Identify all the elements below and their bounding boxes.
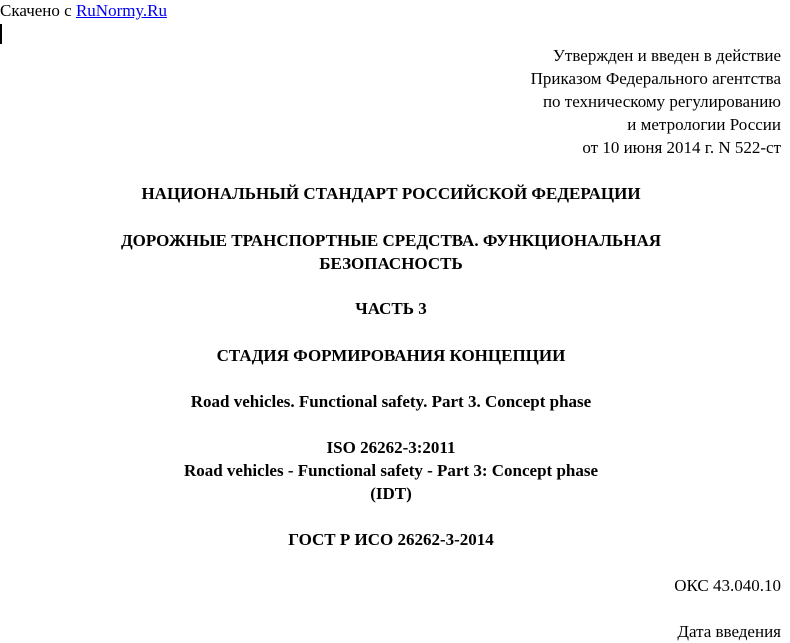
part-text: ЧАСТЬ 3	[355, 299, 427, 318]
approval-block	[531, 44, 781, 159]
text-cursor	[0, 24, 2, 44]
approval-line: по техническому регулированию	[542, 92, 781, 111]
approval-line: Утвержден и введен в действие	[552, 46, 781, 65]
approval-line: и метрологии России	[627, 115, 781, 134]
iso-title: Road vehicles - Functional safety - Part 3: Concept phase	[183, 461, 599, 480]
gost-text: ГОСТ Р ИСО 26262-3-2014	[288, 530, 494, 549]
approval-line: от 10 июня 2014 г. N 522-ст	[582, 138, 781, 157]
source-link[interactable]: RuNormy.Ru	[75, 1, 167, 20]
source-prefix: Скачено с	[0, 1, 76, 20]
source-line	[0, 1, 167, 21]
approval-line: Приказом Федерального агентства	[530, 69, 781, 88]
stage-heading	[0, 344, 782, 367]
oks-code: ОКС 43.040.10	[674, 576, 781, 595]
national-standard-text: НАЦИОНАЛЬНЫЙ СТАНДАРТ РОССИЙСКОЙ ФЕДЕРАЦИИ	[141, 184, 641, 203]
iso-equivalence: (IDT)	[370, 484, 412, 503]
subject-line-2: БЕЗОПАСНОСТЬ	[319, 254, 463, 273]
iso-block	[0, 436, 782, 505]
part-heading	[0, 297, 782, 320]
stage-text: СТАДИЯ ФОРМИРОВАНИЯ КОНЦЕПЦИИ	[216, 346, 566, 365]
intro-date-label: Дата введения	[677, 622, 781, 641]
english-title	[0, 390, 782, 413]
subject-heading	[0, 229, 782, 275]
iso-number: ISO 26262-3:2011	[326, 438, 456, 457]
subject-line-1: ДОРОЖНЫЕ ТРАНСПОРТНЫЕ СРЕДСТВА. ФУНКЦИОНАЛЬНАЯ	[120, 231, 662, 250]
gost-designation	[0, 528, 782, 551]
english-title-text: Road vehicles. Functional safety. Part 3. Concept phase	[190, 392, 592, 411]
national-standard-heading	[0, 182, 782, 205]
